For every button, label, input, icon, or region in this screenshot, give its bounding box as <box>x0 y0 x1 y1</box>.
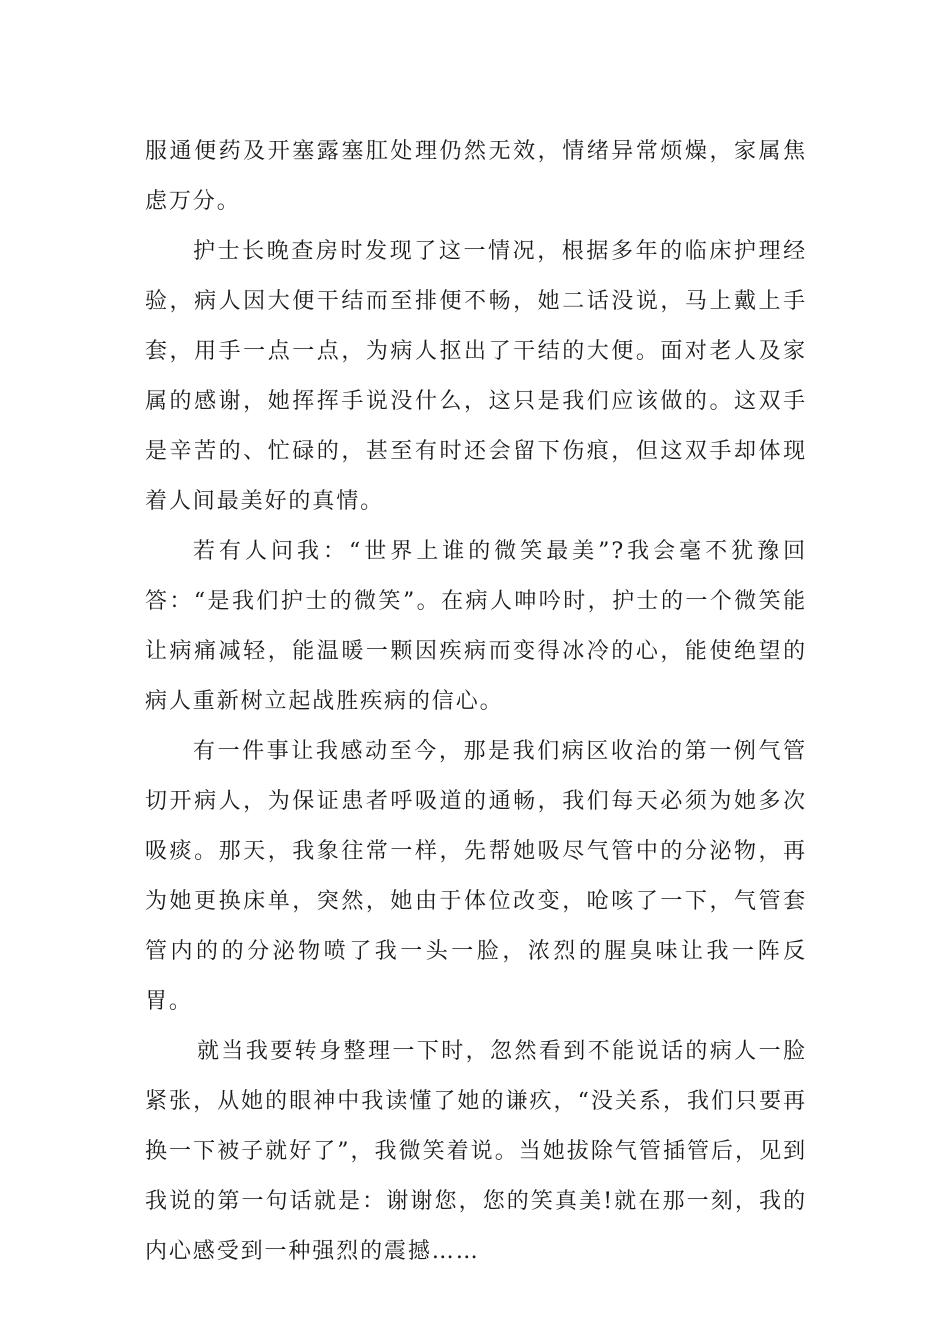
paragraph-tracheotomy-patient: 有一件事让我感动至今，那是我们病区收治的第一例气管切开病人，为保证患者呼吸道的通畅，我们每天必须为她多次吸痰。那天，我象往常一样，先帮她吸尽气管中的分泌物，再为她更换床单，突然，她由于体位改变，呛咳了一下，气管套管内的的分泌物喷了我一头一脸，浓烈的腥臭味让我一阵反胃。 <box>145 739 807 1014</box>
paragraph-head-nurse: 护士长晚查房时发现了这一情况，根据多年的临床护理经验，病人因大便干结而至排便不畅，她二话没说，马上戴上手套，用手一点一点，为病人抠出了干结的大便。面对老人及家属的感谢，她挥挥手说没什么，这只是我们应该做的。这双手是辛苦的、忙碌的，甚至有时还会留下伤痕，但这双手却体现着人间最美好的真情。 <box>145 239 807 514</box>
paragraph-nurse-smile: 若有人问我：“世界上谁的微笑最美”?我会毫不犹豫回答：“是我们护士的微笑”。在病人呻吟时，护士的一个微笑能让病痛减轻，能温暖一颗因疾病而变得冰冷的心，能使绝望的病人重新树立起战胜疾病的信心。 <box>145 539 807 714</box>
document-body <box>145 127 807 1277</box>
paragraph-thank-you: 就当我要转身整理一下时，忽然看到不能说话的病人一脸紧张，从她的眼神中我读懂了她的谦疚，“没关系，我们只要再换一下被子就好了”，我微笑着说。当她拔除气管插管后，见到我说的第一句话就是：谢谢您，您的笑真美!就在那一刻，我的内心感受到一种强烈的震撼…… <box>145 1039 807 1264</box>
paragraph-continued: 服通便药及开塞露塞肛处理仍然无效，情绪异常烦燥，家属焦虑万分。 <box>145 139 807 214</box>
